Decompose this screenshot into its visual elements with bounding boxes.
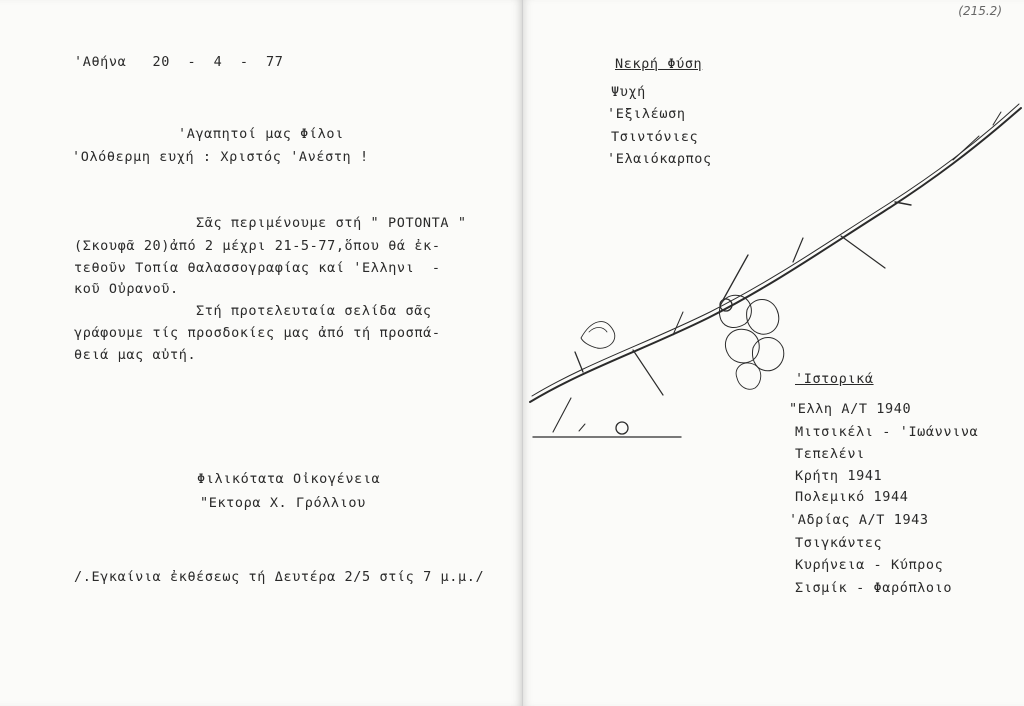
still-life-item: Τσιντόνιες [611,129,699,145]
date-line: 'Αθήνα 20 - 4 - 77 [74,54,284,70]
historical-item: Μιτσικέλι - 'Ιωάννινα [795,424,979,440]
archive-number: (215.2) [958,4,1002,18]
historical-item: "Ελλη Α/Τ 1940 [789,401,912,417]
historical-item: Τσιγκάντες [795,535,883,551]
signature-line-1: Φιλικότατα Οἰκογένεια [197,471,381,487]
body-line-7: θειά μας αὐτή. [74,347,197,363]
signature-line-2: "Εκτορα Χ. Γρόλλιου [200,495,366,511]
body-line-2: (Σκουφᾶ 20)ἀπό 2 μέχρι 21-5-77,ὅπου θά ἐκ- [74,238,441,254]
body-line-4: κοῦ Οὐρανοῦ. [74,281,179,297]
historical-item: Πολεμικό 1944 [795,489,909,505]
still-life-item: 'Ελαιόκαρπος [607,151,712,167]
branch-sketch-illustration [523,0,1024,706]
greeting-line-1: 'Αγαπητοί μας Φίλοι [178,126,344,142]
opening-note: /.Εγκαίνια ἐκθέσεως τή Δευτέρα 2/5 στίς 7 μ.μ./ [74,569,485,585]
body-line-1: Σᾶς περιμένουμε στή " ΡΟΤΟΝΤΑ " [196,215,467,231]
historical-item: Τεπελένι [795,446,865,462]
still-life-item: Ψυχή [611,84,646,100]
historical-item: Σισμίκ - Φαρόπλοιο [795,580,953,596]
historical-item: Κυρήνεια - Κύπρος [795,557,944,573]
historical-item: 'Αδρίας Α/Τ 1943 [789,512,929,528]
body-line-6: γράφουμε τίς προσδοκίες μας ἀπό τή προσπά- [74,325,441,341]
still-life-item: 'Εξιλέωση [607,106,686,122]
greeting-line-2: 'Ολόθερμη ευχή : Χριστός 'Ανέστη ! [72,149,369,165]
section-title-historical: 'Ιστορικά [795,371,874,387]
body-line-5: Στή προτελευταία σελίδα σᾶς [196,303,432,319]
historical-item: Κρήτη 1941 [795,468,883,484]
body-line-3: τεθοῦν Τοπία θαλασσογραφίας καί 'Ελληνι - [74,260,441,276]
section-title-still-life: Νεκρή Φύση [615,56,703,72]
